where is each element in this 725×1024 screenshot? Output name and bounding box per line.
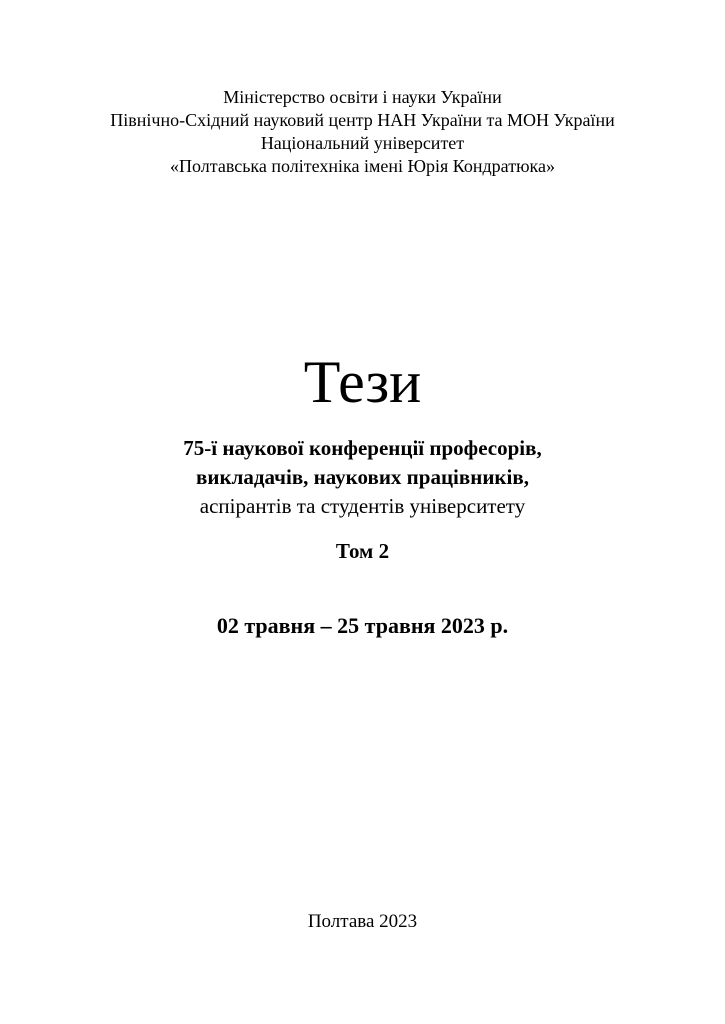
conference-dates: 02 травня – 25 травня 2023 р.	[216, 613, 509, 638]
university-line: Національний університет	[260, 133, 465, 153]
conference-subtitle	[0, 434, 725, 521]
page-title: Тези	[303, 349, 422, 415]
subtitle-line-2: викладачів, наукових працівників,	[196, 465, 529, 489]
ministry-line: Міністерство освіти і науки України	[223, 87, 502, 107]
subtitle-line-1: 75-ї наукової конференції професорів,	[183, 436, 542, 460]
subtitle-line-3: аспірантів та студентів університету	[199, 494, 526, 518]
volume-label: Том 2	[335, 539, 390, 563]
imprint: Полтава 2023	[307, 911, 418, 932]
science-center-line: Північно-Східний науковий центр НАН України та МОН України	[110, 110, 615, 130]
university-name-line: «Полтавська політехніка імені Юрія Кондратюка»	[170, 156, 555, 176]
organization-header	[0, 86, 725, 178]
